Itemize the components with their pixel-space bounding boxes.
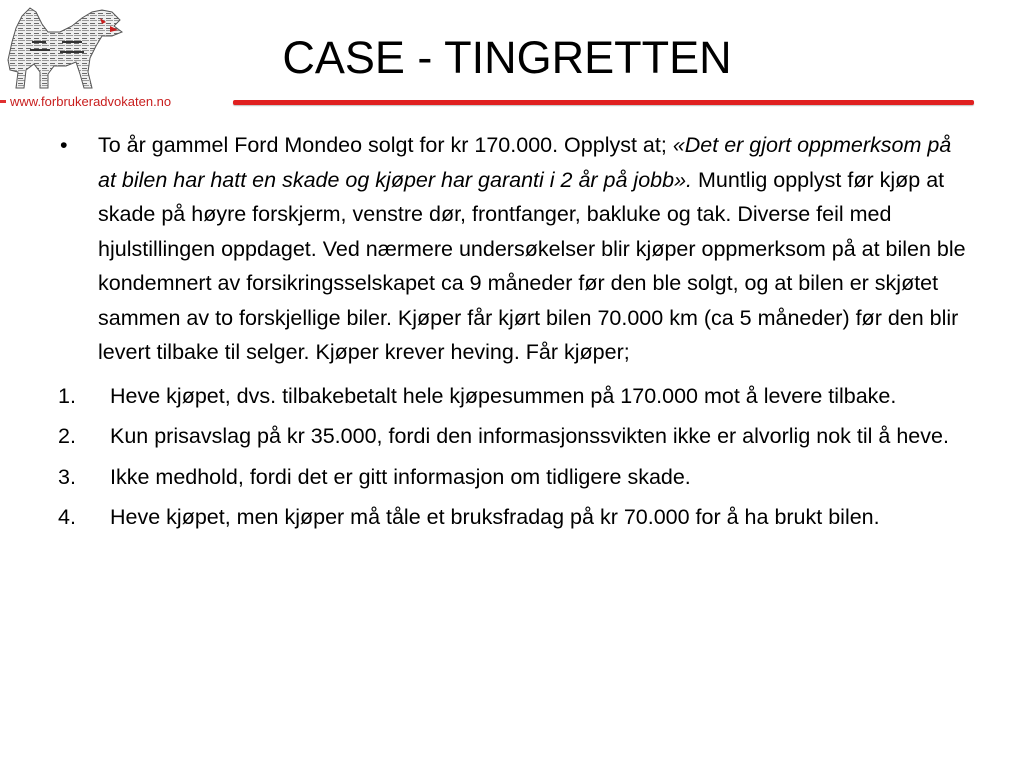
option-number: 4. [58,505,76,529]
option-text: Kun prisavslag på kr 35.000, fordi den informasjonssvikten ikke er alvorlig nok til å heve. [110,424,949,448]
option-text: Heve kjøpet, men kjøper må tåle et bruksfradag på kr 70.000 for å ha brukt bilen. [110,505,880,529]
case-description [56,128,968,370]
header-rule [233,100,974,105]
site-url[interactable]: www.forbrukeradvokaten.no [10,94,172,109]
option-item [56,379,968,414]
header-rule-left [0,100,6,103]
option-number: 3. [58,464,76,489]
case-text-part1: To år gammel Ford Mondeo solgt for kr 170.000. Opplyst at; [98,133,673,157]
slide-title-text: CASE - TINGRETTEN [282,32,732,83]
option-item [56,460,968,495]
slide-body [56,128,968,541]
option-number: 1. [58,383,76,408]
option-text: Heve kjøpet, dvs. tilbakebetalt hele kjøpesummen på 170.000 mot å levere tilbake. [110,383,897,408]
option-item [56,500,968,535]
slide-title [0,28,1014,88]
bullet-marker: • [60,133,68,157]
case-text-part2: Muntlig opplyst før kjøp at skade på høyre forskjerm, venstre dør, frontfanger, bakluke og tak. Diverse feil med hjulstillingen oppdaget. Ved nærmere undersøkelser blir kjøper oppmerksom på at bilen ble kondemnert av forsikringsselskapet ca 9 måneder før den ble solgt, og at bilen er skjøtet sammen av to forskjellige biler. Kjøper får kjørt bilen 70.000 km (ca 5 måneder) før den blir levert tilbake til selger. Kjøper krever heving. Får kjøper; [98,167,966,364]
option-number: 2. [58,424,76,448]
answer-options [56,379,968,535]
case-quote: «Det er gjort oppmerksom på at bilen har hatt en skade og kjøper har garanti i 2 år på jobb». [98,133,952,192]
option-text: Ikke medhold, fordi det er gitt informasjon om tidligere skade. [110,464,691,489]
option-item [56,419,968,454]
